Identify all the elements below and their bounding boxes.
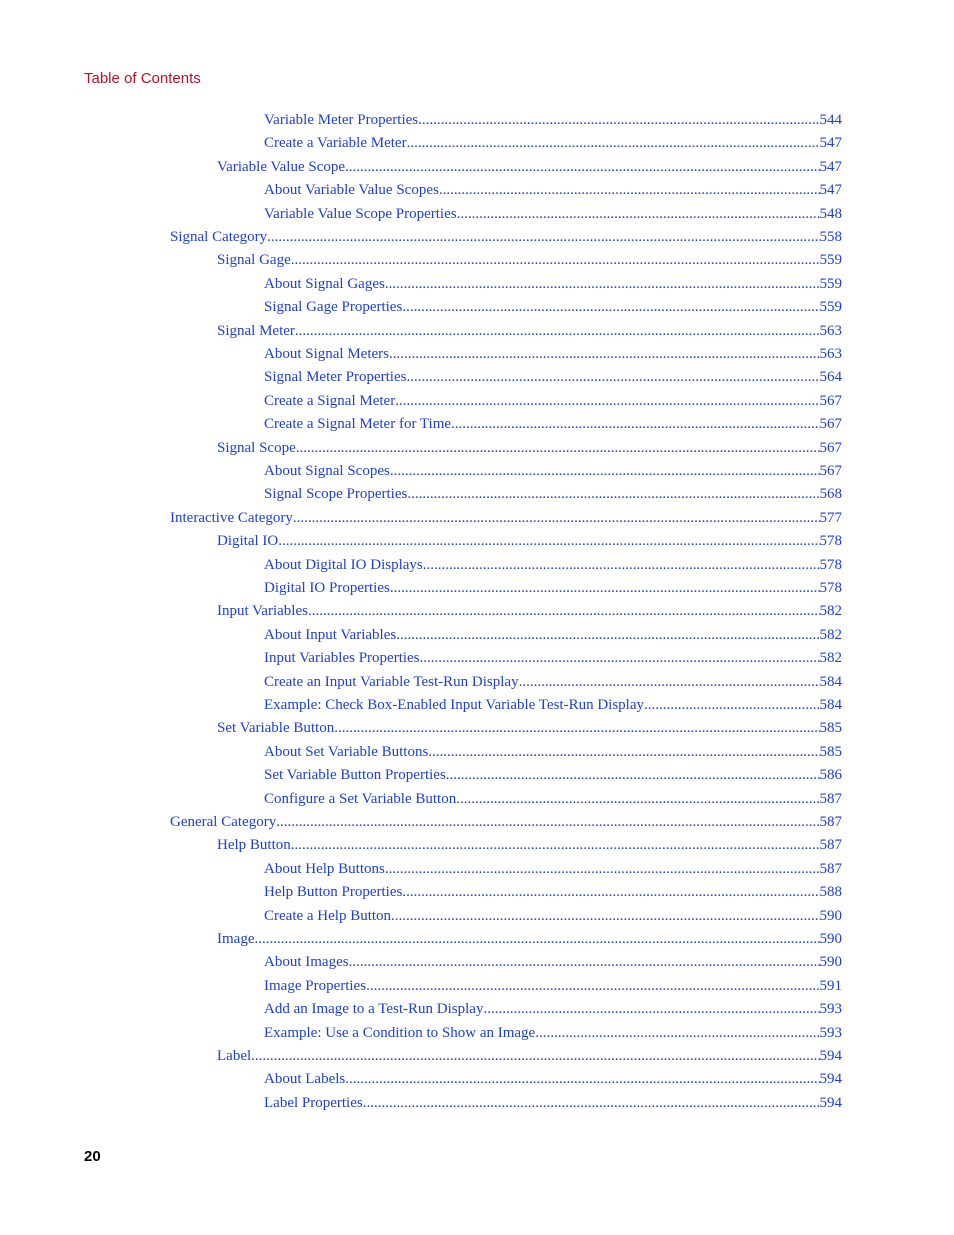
toc-entry-page: 559	[819, 275, 842, 292]
toc-entry-page: 582	[819, 626, 842, 643]
toc-entry[interactable]	[264, 204, 842, 224]
toc-dot-leader	[345, 157, 819, 177]
toc-entry[interactable]	[264, 180, 842, 200]
toc-entry-page: 559	[819, 252, 842, 269]
toc-entry[interactable]	[264, 859, 842, 879]
toc-dot-leader	[535, 1023, 819, 1043]
toc-entry-page: 593	[819, 1024, 842, 1041]
toc-entry-title: Signal Gage	[217, 252, 291, 269]
toc-dot-leader	[349, 952, 820, 972]
toc-entry[interactable]	[264, 1023, 842, 1043]
toc-entry-page: 593	[819, 1001, 842, 1018]
toc-entry-title: Variable Meter Properties	[264, 112, 419, 128]
toc-entry-title: Create a Variable Meter	[264, 135, 407, 152]
toc-entry-page: 590	[819, 907, 842, 924]
toc-dot-leader	[390, 578, 820, 598]
toc-entry[interactable]	[217, 718, 842, 738]
toc-entry-title: Label	[217, 1048, 252, 1064]
toc-entry-page: 582	[819, 603, 842, 620]
toc-dot-leader	[428, 742, 819, 762]
toc-dot-leader	[278, 531, 819, 551]
toc-entry-page: 590	[819, 931, 842, 947]
page-header-title: Table of Contents	[84, 70, 201, 87]
toc-entry[interactable]	[264, 578, 842, 598]
toc-entry-title: Signal Gage Properties	[264, 299, 403, 316]
toc-entry-title: Variable Value Scope	[217, 158, 346, 175]
toc-entry[interactable]	[264, 1069, 842, 1089]
toc-entry[interactable]	[264, 999, 842, 1019]
toc-entry[interactable]	[170, 508, 842, 528]
toc-entry[interactable]	[264, 484, 842, 504]
toc-entry-page: 587	[819, 860, 842, 877]
toc-dot-leader	[406, 367, 819, 387]
toc-entry-page: 590	[819, 954, 842, 971]
toc-entry-page: 559	[819, 299, 842, 316]
toc-dot-leader	[276, 812, 819, 832]
toc-dot-leader	[418, 110, 819, 130]
toc-entry-page: 567	[819, 392, 842, 409]
toc-entry[interactable]	[264, 367, 842, 387]
toc-entry[interactable]	[264, 672, 842, 692]
toc-entry-page: 578	[819, 533, 842, 550]
toc-dot-leader	[291, 835, 820, 855]
toc-entry[interactable]	[217, 601, 842, 621]
toc-dot-leader	[395, 391, 819, 411]
toc-entry-title: About Help Buttons	[264, 860, 385, 877]
toc-entry-page: 594	[819, 1048, 842, 1064]
toc-entry-page: 584	[819, 697, 842, 713]
toc-dot-leader	[385, 274, 820, 294]
toc-entry-page: 578	[819, 556, 842, 573]
toc-entry-page: 588	[819, 884, 842, 901]
toc-dot-leader	[385, 859, 820, 879]
toc-entry[interactable]	[264, 555, 842, 575]
toc-entry[interactable]	[264, 1093, 842, 1113]
toc-entry-title: Help Button Properties	[264, 884, 403, 901]
toc-entry[interactable]	[217, 835, 842, 855]
toc-entry[interactable]	[170, 227, 842, 247]
toc-entry-title: Label Properties	[264, 1094, 363, 1111]
toc-entry-page: 547	[819, 158, 842, 175]
toc-entry-title: Signal Meter	[217, 322, 295, 339]
toc-entry-page: 582	[819, 650, 842, 667]
toc-entry[interactable]	[264, 695, 842, 715]
toc-entry-page: 567	[819, 439, 842, 456]
toc-entry-title: Example: Check Box-Enabled Input Variable Test-Run Display	[264, 697, 644, 713]
toc-entry-title: Variable Value Scope Properties	[264, 205, 457, 222]
toc-entry-title: About Digital IO Displays	[264, 556, 423, 573]
toc-entry-title: Input Variables	[217, 603, 308, 620]
toc-entry[interactable]	[264, 297, 842, 317]
toc-dot-leader	[402, 882, 819, 902]
toc-entry-title: Create a Help Button	[264, 907, 392, 924]
toc-entry-title: Signal Category	[170, 229, 268, 245]
toc-entry[interactable]	[264, 765, 842, 785]
toc-entry-title: About Signal Meters	[264, 346, 389, 362]
toc-entry-page: 594	[819, 1094, 842, 1111]
toc-entry-title: Image	[217, 931, 255, 947]
toc-entry-page: 547	[819, 135, 842, 152]
toc-entry-title: Set Variable Button	[217, 720, 335, 737]
toc-entry-title: Image Properties	[264, 977, 367, 994]
toc-dot-leader	[396, 625, 819, 645]
toc-entry-page: 586	[819, 767, 842, 784]
toc-entry[interactable]	[264, 274, 842, 294]
toc-dot-leader	[644, 695, 820, 715]
toc-entry-page: 587	[819, 837, 842, 854]
toc-entry-title: Set Variable Button Properties	[264, 767, 446, 784]
toc-dot-leader	[407, 484, 819, 504]
toc-entry-page: 547	[819, 182, 842, 199]
toc-dot-leader	[251, 1046, 819, 1066]
toc-entry-page: 548	[819, 205, 842, 222]
toc-entry-title: About Variable Value Scopes	[264, 182, 439, 199]
toc-entry-title: Interactive Category	[170, 509, 293, 526]
toc-entry-page: 578	[819, 580, 842, 596]
toc-entry[interactable]	[264, 625, 842, 645]
toc-dot-leader	[391, 906, 819, 926]
toc-dot-leader	[439, 180, 820, 200]
toc-entry-title: Input Variables Properties	[264, 650, 420, 667]
toc-entry[interactable]	[264, 952, 842, 972]
toc-dot-leader	[451, 414, 819, 434]
toc-entry[interactable]	[217, 1046, 842, 1066]
toc-dot-leader	[334, 718, 819, 738]
toc-entry[interactable]	[264, 976, 842, 996]
toc-dot-leader	[345, 1069, 819, 1089]
toc-entry[interactable]	[264, 344, 842, 364]
toc-entry-page: 563	[819, 346, 842, 362]
toc-dot-leader	[308, 601, 820, 621]
toc-entry[interactable]	[264, 110, 842, 130]
toc-entry[interactable]	[217, 321, 842, 341]
toc-entry[interactable]	[264, 414, 842, 434]
toc-dot-leader	[519, 672, 820, 692]
toc-entry-title: Create a Signal Meter	[264, 392, 396, 409]
toc-entry[interactable]	[264, 742, 842, 762]
toc-dot-leader	[293, 508, 820, 528]
toc-entry-page: 587	[819, 814, 842, 830]
toc-dot-leader	[457, 204, 820, 224]
toc-entry-title: About Signal Scopes	[264, 463, 390, 479]
toc-entry[interactable]	[264, 789, 842, 809]
toc-entry-page: 568	[819, 486, 842, 503]
toc-entry-page: 591	[819, 977, 842, 994]
toc-entry[interactable]	[264, 391, 842, 411]
toc-entry[interactable]	[217, 157, 842, 177]
toc-dot-leader	[483, 999, 819, 1019]
toc-entry-title: Signal Scope	[217, 439, 296, 456]
toc-entry-page: 564	[819, 369, 842, 386]
toc-entry-page: 584	[819, 673, 842, 690]
toc-entry-title: Help Button	[217, 837, 291, 854]
toc-dot-leader	[291, 250, 820, 270]
toc-entry[interactable]	[264, 133, 842, 153]
toc-entry-page: 585	[819, 743, 842, 760]
toc-entry-page: 544	[819, 112, 842, 128]
toc-entry[interactable]	[217, 438, 842, 458]
toc-entry[interactable]	[170, 812, 842, 832]
toc-entry[interactable]	[264, 648, 842, 668]
toc-entry[interactable]	[264, 461, 842, 481]
toc-dot-leader	[366, 976, 819, 996]
toc-entry-title: About Signal Gages	[264, 275, 385, 292]
toc-entry-title: About Labels	[264, 1071, 346, 1088]
toc-entry-page: 594	[819, 1071, 842, 1088]
toc-dot-leader	[456, 789, 819, 809]
toc-entry[interactable]	[264, 882, 842, 902]
toc-dot-leader	[446, 765, 820, 785]
toc-entry[interactable]	[217, 929, 842, 949]
toc-dot-leader	[420, 648, 820, 668]
toc-dot-leader	[295, 321, 820, 341]
toc-dot-leader	[389, 344, 820, 364]
toc-dot-leader	[407, 133, 820, 153]
toc-entry[interactable]	[264, 906, 842, 926]
toc-entry-title: Example: Use a Condition to Show an Image	[264, 1024, 536, 1041]
toc-dot-leader	[390, 461, 820, 481]
toc-entry-title: About Input Variables	[264, 626, 397, 643]
toc-entry-page: 567	[819, 463, 842, 479]
toc-entry-page: 587	[819, 790, 842, 807]
toc-entry-title: Signal Scope Properties	[264, 486, 408, 503]
page-number: 20	[84, 1148, 101, 1165]
toc-dot-leader	[296, 438, 820, 458]
toc-dot-leader	[267, 227, 819, 247]
toc-entry-title: Configure a Set Variable Button	[264, 790, 457, 807]
toc-entry-title: Add an Image to a Test-Run Display	[264, 1001, 484, 1018]
toc-entry-title: Digital IO Properties	[264, 580, 390, 596]
toc-entry-title: About Images	[264, 954, 349, 971]
toc-entry-page: 563	[819, 322, 842, 339]
toc-dot-leader	[363, 1093, 820, 1113]
toc-entry-title: About Set Variable Buttons	[264, 743, 429, 760]
toc-entry-title: Create a Signal Meter for Time	[264, 416, 452, 433]
toc-entry-title: Digital IO	[217, 533, 279, 550]
toc-dot-leader	[254, 929, 819, 949]
toc-dot-leader	[402, 297, 819, 317]
toc-entry-title: Signal Meter Properties	[264, 369, 407, 386]
toc-entry-page: 567	[819, 416, 842, 433]
toc-dot-leader	[423, 555, 820, 575]
toc-entry-page: 558	[819, 229, 842, 245]
toc-entry-page: 585	[819, 720, 842, 737]
toc-entry-title: General Category	[170, 814, 277, 830]
toc-entry-page: 577	[819, 509, 842, 526]
toc-entry[interactable]	[217, 531, 842, 551]
toc-entry-title: Create an Input Variable Test-Run Display	[264, 673, 519, 690]
toc-entry[interactable]	[217, 250, 842, 270]
